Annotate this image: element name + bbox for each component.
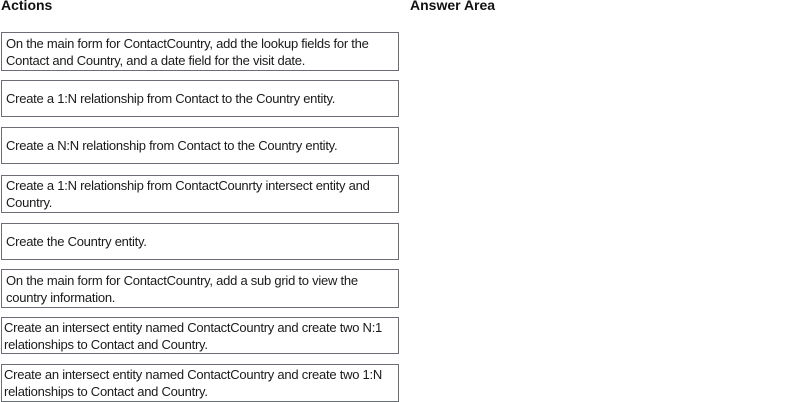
- action-item-label: Create an intersect entity named ContactCountry and create two N:1 relationships to Contact and Country.: [4, 319, 383, 352]
- action-item-create-nn-contact-country[interactable]: [1, 127, 399, 164]
- action-item-label: Create the Country entity.: [6, 234, 147, 249]
- action-item-label: Create an intersect entity named ContactCountry and create two 1:N relationships to Contact and Country.: [4, 367, 383, 399]
- answer-area-heading: Answer Area: [410, 0, 496, 13]
- action-item-intersect-1n[interactable]: [1, 364, 399, 402]
- action-item-label: Create a 1:N relationship from ContactCounrty intersect entity and Country.: [6, 178, 370, 210]
- action-item-label: On the main form for ContactCountry, add a sub grid to view the country information.: [6, 272, 358, 305]
- action-item-create-country-entity[interactable]: [1, 223, 399, 260]
- actions-heading: Actions: [1, 0, 53, 13]
- action-item-create-1n-intersect-country[interactable]: [1, 175, 399, 213]
- action-item-add-sub-grid[interactable]: [1, 269, 399, 308]
- action-item-label: Create a N:N relationship from Contact to the Country entity.: [6, 138, 338, 153]
- action-item-label: Create a 1:N relationship from Contact to the Country entity.: [6, 91, 336, 106]
- action-item-add-lookup-fields[interactable]: [1, 32, 399, 71]
- action-item-label: On the main form for ContactCountry, add the lookup fields for the Contact and Country, and a date field for the visit date.: [6, 35, 369, 68]
- action-item-intersect-n1[interactable]: [1, 317, 399, 354]
- answer-area-drop-zone[interactable]: [410, 20, 808, 400]
- action-item-create-1n-contact-country[interactable]: [1, 80, 399, 117]
